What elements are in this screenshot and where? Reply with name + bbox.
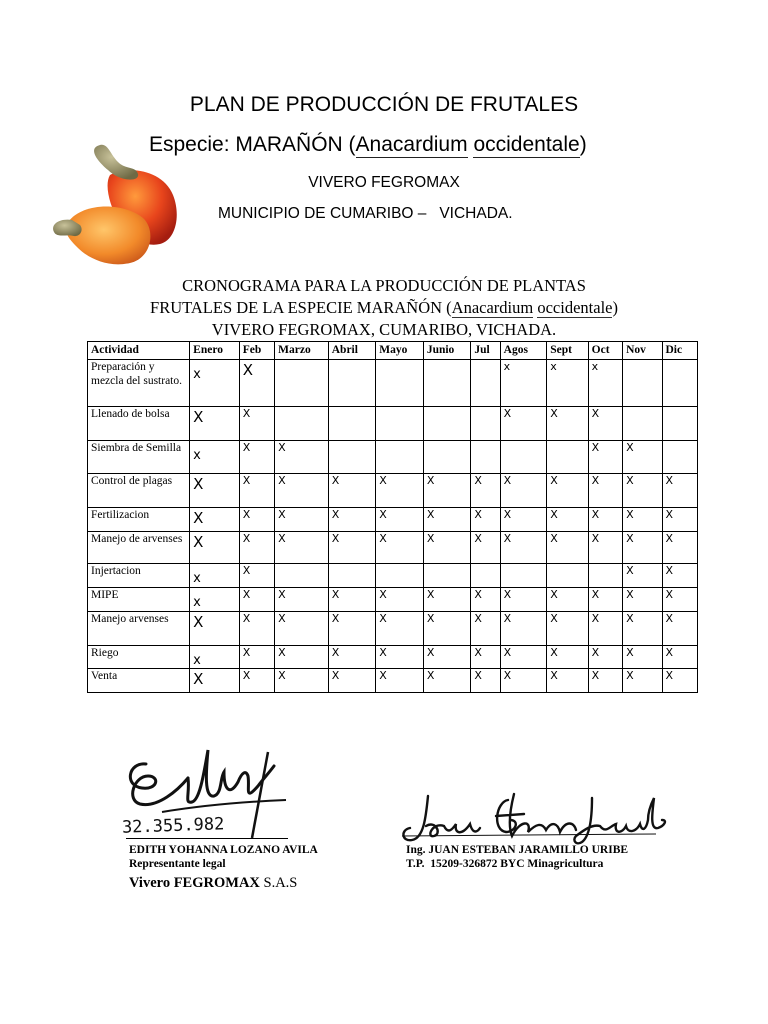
activity-cell: Llenado de bolsa <box>88 407 190 441</box>
month-mark-cell: X <box>588 646 622 669</box>
species-line <box>149 133 587 157</box>
municipality-line: MUNICIPIO DE CUMARIBO – VICHADA. <box>218 205 513 222</box>
month-mark-cell <box>471 564 500 588</box>
column-header: Feb <box>239 342 274 360</box>
month-mark-cell: X <box>328 508 376 532</box>
month-mark-cell: X <box>500 474 547 508</box>
month-mark-cell <box>328 407 376 441</box>
month-mark-cell: X <box>662 669 698 693</box>
month-mark-cell: x <box>190 441 240 474</box>
month-mark-cell: X <box>328 532 376 564</box>
signature-id-number: 32.355.982 <box>121 814 225 838</box>
month-mark-cell: X <box>423 588 471 612</box>
month-mark-cell: X <box>662 564 698 588</box>
month-mark-cell: X <box>471 532 500 564</box>
month-mark-cell: X <box>328 588 376 612</box>
month-mark-cell: X <box>275 508 329 532</box>
month-mark-cell: X <box>471 612 500 646</box>
month-mark-cell <box>471 441 500 474</box>
month-mark-cell: X <box>500 646 547 669</box>
month-mark-cell: x <box>190 360 240 407</box>
month-mark-cell: X <box>328 612 376 646</box>
month-mark-cell: X <box>239 669 274 693</box>
month-mark-cell: X <box>588 669 622 693</box>
month-mark-cell: X <box>500 588 547 612</box>
month-mark-cell: X <box>239 441 274 474</box>
species-epithet: occidentale <box>473 133 580 156</box>
schedule-title-line3: VIVERO FEGROMAX, CUMARIBO, VICHADA. <box>211 320 557 339</box>
table-row <box>88 588 698 612</box>
month-mark-cell: X <box>423 669 471 693</box>
month-mark-cell: X <box>376 669 424 693</box>
month-mark-cell: X <box>376 508 424 532</box>
nursery-name: VIVERO FEGROMAX <box>308 174 460 191</box>
month-mark-cell: X <box>662 474 698 508</box>
month-mark-cell: X <box>623 508 662 532</box>
month-mark-cell: X <box>471 646 500 669</box>
activity-cell: Siembra de Semilla <box>88 441 190 474</box>
signature-left-block <box>129 843 318 871</box>
month-mark-cell <box>500 441 547 474</box>
month-mark-cell <box>547 441 588 474</box>
month-mark-cell: X <box>423 508 471 532</box>
month-mark-cell <box>500 564 547 588</box>
month-mark-cell <box>376 407 424 441</box>
month-mark-cell: X <box>588 407 622 441</box>
activity-cell: Preparación y mezcla del sustrato. <box>88 360 190 407</box>
table-row <box>88 360 698 407</box>
month-mark-cell: X <box>239 588 274 612</box>
month-mark-cell: X <box>328 646 376 669</box>
month-mark-cell: X <box>623 564 662 588</box>
month-mark-cell <box>376 441 424 474</box>
month-mark-cell <box>376 360 424 407</box>
column-header: Oct <box>588 342 622 360</box>
month-mark-cell: X <box>623 441 662 474</box>
column-header: Enero <box>190 342 240 360</box>
company-name-bold: Vivero FEGROMAX <box>129 875 260 891</box>
month-mark-cell <box>471 407 500 441</box>
month-mark-cell: X <box>275 532 329 564</box>
month-mark-cell: X <box>239 508 274 532</box>
month-mark-cell: X <box>239 360 274 407</box>
month-mark-cell: X <box>328 474 376 508</box>
month-mark-cell <box>423 441 471 474</box>
month-mark-cell: X <box>623 588 662 612</box>
month-mark-cell: X <box>423 646 471 669</box>
month-mark-cell: X <box>190 474 240 508</box>
signature-right-drawing <box>396 790 676 850</box>
month-mark-cell: X <box>588 508 622 532</box>
month-mark-cell <box>623 360 662 407</box>
table-row <box>88 612 698 646</box>
month-mark-cell: X <box>239 646 274 669</box>
month-mark-cell: X <box>190 508 240 532</box>
column-header: Nov <box>623 342 662 360</box>
signature-left-line <box>126 838 288 839</box>
month-mark-cell <box>275 407 329 441</box>
table-row <box>88 508 698 532</box>
production-schedule-table <box>87 341 698 693</box>
activity-cell: Control de plagas <box>88 474 190 508</box>
signer-right-credential: T.P. 15209-326872 BYC Minagricultura <box>406 858 604 870</box>
month-mark-cell: X <box>239 564 274 588</box>
signer-left-name: EDITH YOHANNA LOZANO AVILA <box>129 844 318 856</box>
month-mark-cell <box>623 407 662 441</box>
column-header: Dic <box>662 342 698 360</box>
species-genus: Anacardium <box>355 133 468 156</box>
company-name <box>129 875 297 892</box>
column-header: Jul <box>471 342 500 360</box>
month-mark-cell: x <box>190 564 240 588</box>
month-mark-cell: X <box>547 588 588 612</box>
month-mark-cell <box>423 564 471 588</box>
activity-cell: Riego <box>88 646 190 669</box>
month-mark-cell: X <box>239 612 274 646</box>
month-mark-cell: X <box>423 532 471 564</box>
month-mark-cell: X <box>423 612 471 646</box>
table-row <box>88 564 698 588</box>
month-mark-cell: X <box>623 474 662 508</box>
month-mark-cell: X <box>588 588 622 612</box>
month-mark-cell: X <box>190 532 240 564</box>
month-mark-cell: X <box>662 588 698 612</box>
month-mark-cell <box>588 564 622 588</box>
schedule-title-epithet: occidentale <box>537 298 613 317</box>
month-mark-cell: X <box>547 646 588 669</box>
month-mark-cell: X <box>547 407 588 441</box>
month-mark-cell: X <box>547 669 588 693</box>
signer-left-role: Representante legal <box>129 858 226 870</box>
month-mark-cell: X <box>471 588 500 612</box>
month-mark-cell: X <box>239 474 274 508</box>
month-mark-cell: X <box>275 646 329 669</box>
month-mark-cell: X <box>190 669 240 693</box>
month-mark-cell: X <box>588 441 622 474</box>
month-mark-cell: x <box>588 360 622 407</box>
activity-cell: Injertacion <box>88 564 190 588</box>
month-mark-cell: X <box>423 474 471 508</box>
species-prefix: Especie: MARAÑÓN ( <box>149 133 356 156</box>
column-header: Junio <box>423 342 471 360</box>
month-mark-cell: X <box>471 669 500 693</box>
month-mark-cell: X <box>275 588 329 612</box>
table-row <box>88 474 698 508</box>
cashew-fruit-image <box>48 140 183 270</box>
month-mark-cell <box>662 441 698 474</box>
activity-cell: Fertilizacion <box>88 508 190 532</box>
month-mark-cell: X <box>588 474 622 508</box>
month-mark-cell: X <box>500 612 547 646</box>
month-mark-cell: X <box>500 532 547 564</box>
month-mark-cell: X <box>623 532 662 564</box>
month-mark-cell: X <box>623 669 662 693</box>
month-mark-cell: X <box>275 612 329 646</box>
month-mark-cell: X <box>500 508 547 532</box>
month-mark-cell: X <box>662 508 698 532</box>
table-row <box>88 407 698 441</box>
column-header: Sept <box>547 342 588 360</box>
month-mark-cell: X <box>547 612 588 646</box>
month-mark-cell <box>328 360 376 407</box>
month-mark-cell <box>547 564 588 588</box>
table-header-row <box>88 342 698 360</box>
table-row <box>88 441 698 474</box>
month-mark-cell: X <box>275 474 329 508</box>
month-mark-cell: X <box>376 588 424 612</box>
month-mark-cell <box>275 360 329 407</box>
activity-cell: Manejo de arvenses <box>88 532 190 564</box>
column-header: Marzo <box>275 342 329 360</box>
month-mark-cell: X <box>662 532 698 564</box>
month-mark-cell: X <box>662 646 698 669</box>
month-mark-cell: X <box>376 612 424 646</box>
schedule-title-genus: Anacardium <box>451 298 534 317</box>
month-mark-cell: X <box>623 646 662 669</box>
table-row <box>88 669 698 693</box>
month-mark-cell: X <box>500 669 547 693</box>
column-header: Abril <box>328 342 376 360</box>
month-mark-cell: X <box>190 407 240 441</box>
month-mark-cell <box>662 360 698 407</box>
table-body <box>88 360 698 693</box>
month-mark-cell: X <box>376 532 424 564</box>
month-mark-cell: X <box>662 612 698 646</box>
species-suffix: ) <box>579 133 587 156</box>
column-header: Mayo <box>376 342 424 360</box>
activity-cell: Venta <box>88 669 190 693</box>
month-mark-cell <box>328 564 376 588</box>
month-mark-cell: x <box>500 360 547 407</box>
schedule-title-suffix: ) <box>612 298 618 317</box>
table-row <box>88 532 698 564</box>
month-mark-cell: x <box>190 646 240 669</box>
month-mark-cell: X <box>588 612 622 646</box>
schedule-title-line2 <box>0 298 768 318</box>
month-mark-cell: X <box>376 646 424 669</box>
month-mark-cell <box>376 564 424 588</box>
month-mark-cell: X <box>275 441 329 474</box>
month-mark-cell: X <box>376 474 424 508</box>
schedule-title-line1: CRONOGRAMA PARA LA PRODUCCIÓN DE PLANTAS <box>182 276 586 295</box>
month-mark-cell <box>328 441 376 474</box>
month-mark-cell <box>275 564 329 588</box>
month-mark-cell <box>471 360 500 407</box>
month-mark-cell <box>662 407 698 441</box>
table-row <box>88 646 698 669</box>
month-mark-cell: X <box>588 532 622 564</box>
month-mark-cell: x <box>547 360 588 407</box>
column-header: Actividad <box>88 342 190 360</box>
month-mark-cell: X <box>239 532 274 564</box>
month-mark-cell: X <box>471 474 500 508</box>
month-mark-cell: X <box>547 508 588 532</box>
month-mark-cell: X <box>239 407 274 441</box>
month-mark-cell: X <box>190 612 240 646</box>
month-mark-cell: X <box>328 669 376 693</box>
month-mark-cell: X <box>547 474 588 508</box>
activity-cell: Manejo arvenses <box>88 612 190 646</box>
column-header: Agos <box>500 342 547 360</box>
month-mark-cell: x <box>190 588 240 612</box>
company-name-suffix: S.A.S <box>259 875 298 891</box>
month-mark-cell <box>423 407 471 441</box>
month-mark-cell: X <box>275 669 329 693</box>
month-mark-cell <box>423 360 471 407</box>
month-mark-cell: X <box>500 407 547 441</box>
month-mark-cell: X <box>623 612 662 646</box>
month-mark-cell: X <box>471 508 500 532</box>
document-title: PLAN DE PRODUCCIÓN DE FRUTALES <box>189 93 579 116</box>
schedule-title-prefix: FRUTALES DE LA ESPECIE MARAÑÓN ( <box>150 298 452 317</box>
signer-right-name: Ing. JUAN ESTEBAN JARAMILLO URIBE <box>406 844 629 856</box>
activity-cell: MIPE <box>88 588 190 612</box>
month-mark-cell: X <box>547 532 588 564</box>
signature-right-block <box>406 843 628 871</box>
